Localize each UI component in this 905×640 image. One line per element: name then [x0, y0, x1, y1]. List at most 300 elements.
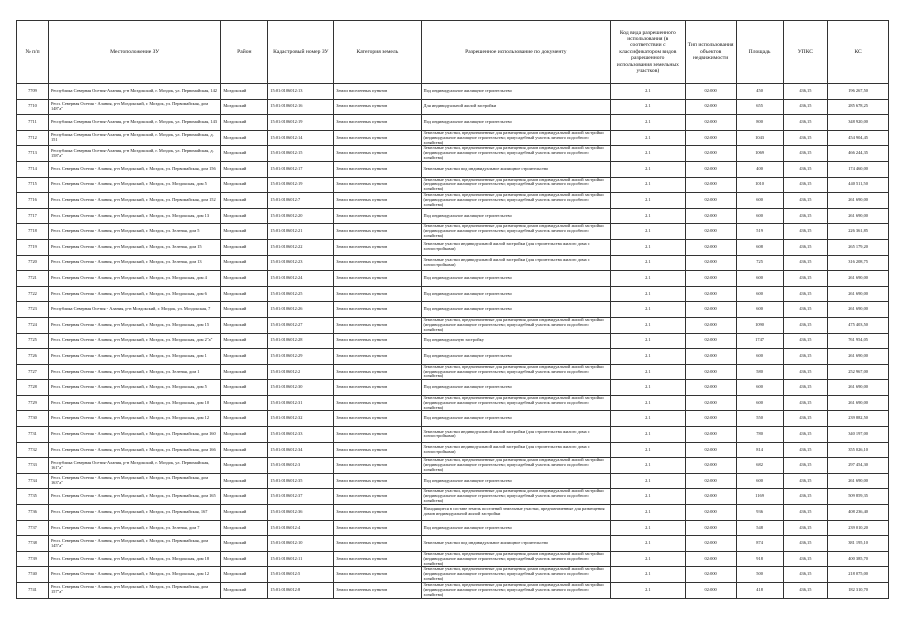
cell-ks: 226 361,85	[828, 224, 889, 240]
cell-cadastral-number: 15:01:0106012:23	[268, 255, 334, 271]
cell-location: Республика Северная Осетия-Алания, р-н Моздокский, г. Моздок, ул. Первомайская, 143	[48, 115, 220, 131]
cell-area: 608	[736, 239, 783, 255]
table-row	[17, 302, 889, 318]
cell-ks: 239 010,20	[828, 520, 889, 536]
cell-id: 7739	[17, 551, 49, 567]
cell-use-code: 2.1	[611, 489, 686, 505]
cell-id: 7711	[17, 115, 49, 131]
cell-id: 7726	[17, 349, 49, 365]
cell-cadastral-number: 15:01:0106012:20	[268, 208, 334, 224]
cell-permitted-use: Под индивидуальное жилищное строительство	[421, 115, 611, 131]
cell-upks: 436,15	[783, 364, 828, 380]
cell-upks: 436,15	[783, 427, 828, 443]
cell-cadastral-number: 15:01:0106012:17	[268, 161, 334, 177]
cell-upks: 436,15	[783, 130, 828, 146]
table-row	[17, 115, 889, 131]
header-location: Местоположение ЗУ	[48, 21, 220, 84]
cell-use-code: 2.1	[611, 302, 686, 318]
cell-district: Моздокский	[221, 349, 268, 365]
cell-id: 7709	[17, 84, 49, 100]
cell-use-type: 02:000	[685, 161, 736, 177]
cell-id: 7723	[17, 302, 49, 318]
cell-location: Респ. Северная Осетия - Алания, р-н Моздокский, г. Моздок, ул. Первомайская, дом 156	[48, 161, 220, 177]
cell-use-code: 2.1	[611, 333, 686, 349]
cell-id: 7732	[17, 442, 49, 458]
cell-area: 548	[736, 520, 783, 536]
cell-ks: 261 690,00	[828, 302, 889, 318]
cell-use-type: 02:000	[685, 458, 736, 474]
cell-use-code: 2.1	[611, 224, 686, 240]
cell-cadastral-number: 15:01:0106012:7	[268, 193, 334, 209]
cell-cadastral-number: 15:01:0106012:31	[268, 395, 334, 411]
cell-id: 7735	[17, 489, 49, 505]
cell-use-type: 02:000	[685, 505, 736, 521]
cell-use-code: 2.1	[611, 115, 686, 131]
cell-cadastral-number: 15:01:0106012:8	[268, 583, 334, 599]
table-row	[17, 536, 889, 552]
cell-cadastral-number: 15:01:0106012:36	[268, 505, 334, 521]
cell-area: 400	[736, 161, 783, 177]
cell-land-category: Земли населенных пунктов	[334, 349, 421, 365]
cell-cadastral-number: 15:01:0106012:29	[268, 349, 334, 365]
cell-cadastral-number: 15:01:0106012:13	[268, 84, 334, 100]
table-row	[17, 208, 889, 224]
cell-permitted-use: Земельные участки, предназначенные для размещения домов индивидуальной жилой застройки (индивидуальное жилищное строительство; приусадебный участок личного подсобного хозяйства)	[421, 224, 611, 240]
cell-use-type: 02:000	[685, 551, 736, 567]
cell-id: 7718	[17, 224, 49, 240]
table-row	[17, 458, 889, 474]
cell-permitted-use: Земельные участки, предназначенные для размещения домов индивидуальной жилой застройки (индивидуальное жилищное строительство; приусадебный участок личного подсобного хозяйства)	[421, 489, 611, 505]
cell-use-type: 02:000	[685, 271, 736, 287]
cell-area: 600	[736, 380, 783, 396]
table-row	[17, 551, 889, 567]
cell-area: 600	[736, 271, 783, 287]
cell-land-category: Земли населенных пунктов	[334, 255, 421, 271]
cell-permitted-use: Земельные участки индивидуальной жилой застройки (для строительства жилого дома с хозпостройками)	[421, 442, 611, 458]
cell-cadastral-number: 15:01:0106012:30	[268, 380, 334, 396]
cell-district: Моздокский	[221, 427, 268, 443]
cell-ks: 509 859,35	[828, 489, 889, 505]
cell-land-category: Земли населенных пунктов	[334, 224, 421, 240]
cell-ks: 348 920,00	[828, 115, 889, 131]
cell-land-category: Земли населенных пунктов	[334, 395, 421, 411]
land-plots-table	[16, 20, 889, 599]
table-row	[17, 130, 889, 146]
table-row	[17, 583, 889, 599]
cell-use-code: 2.1	[611, 380, 686, 396]
header-area: Площадь	[736, 21, 783, 84]
cell-area: 936	[736, 505, 783, 521]
cell-id: 7715	[17, 177, 49, 193]
cell-location: Респ. Северная Осетия - Алания, р-н Моздокский, г. Моздок, ул. Зеленая, дом 15	[48, 239, 220, 255]
cell-permitted-use: Под индивидуальную застройку	[421, 333, 611, 349]
cell-location: Респ. Северная Осетия - Алания, р-н Моздокский, г. Моздок, ул. Первомайская, дом 145"а"	[48, 536, 220, 552]
cell-area: 600	[736, 193, 783, 209]
cell-land-category: Земли населенных пунктов	[334, 84, 421, 100]
cell-permitted-use: Под индивидуальное жилищное строительство	[421, 302, 611, 318]
cell-upks: 436,15	[783, 505, 828, 521]
table-row	[17, 286, 889, 302]
cell-id: 7738	[17, 536, 49, 552]
cell-upks: 436,15	[783, 551, 828, 567]
cell-id: 7712	[17, 130, 49, 146]
cell-land-category: Земли населенных пунктов	[334, 208, 421, 224]
table-row	[17, 395, 889, 411]
cell-location: Респ. Северная Осетия - Алания, р-н Моздокский, г. Моздок, ул. Моздокская, дом 15	[48, 317, 220, 333]
cell-use-code: 2.1	[611, 520, 686, 536]
cell-use-type: 02:000	[685, 255, 736, 271]
cell-permitted-use: Земельные участки, предназначенные для размещения домов индивидуальной жилой застройки (индивидуальное жилищное строительство; приусадебный участок личного подсобного хозяйства)	[421, 395, 611, 411]
cell-use-code: 2.1	[611, 193, 686, 209]
cell-ks: 355 026,10	[828, 442, 889, 458]
table-row	[17, 224, 889, 240]
cell-cadastral-number: 15:01:0106012:33	[268, 427, 334, 443]
cell-district: Моздокский	[221, 380, 268, 396]
table-row	[17, 520, 889, 536]
cell-ks: 261 690,00	[828, 193, 889, 209]
table-row	[17, 146, 889, 162]
cell-location: Респ. Северная Осетия - Алания, р-н Моздокский, г. Моздок, ул. Моздокская, дом 4	[48, 271, 220, 287]
cell-cadastral-number: 15:01:0106012:26	[268, 302, 334, 318]
cell-land-category: Земли населенных пунктов	[334, 146, 421, 162]
cell-cadastral-number: 15:01:0106012:21	[268, 224, 334, 240]
table-row	[17, 239, 889, 255]
cell-id: 7728	[17, 380, 49, 396]
cell-id: 7720	[17, 255, 49, 271]
header-upks: УПКС	[783, 21, 828, 84]
cell-location: Респ. Северная Осетия - Алания, р-н Моздокский, г. Моздок, ул. Первомайская, дом 166	[48, 442, 220, 458]
cell-permitted-use: Под индивидуальное жилищное строительство	[421, 208, 611, 224]
cell-permitted-use: Под индивидуальное жилищное строительство	[421, 84, 611, 100]
cell-use-type: 02:000	[685, 411, 736, 427]
cell-location: Респ. Северная Осетия - Алания, р-н Моздокский, г. Моздок, ул. Зеленая, дом 7	[48, 520, 220, 536]
cell-location: Респ. Северная Осетия - Алания, р-н Моздокский, г. Моздок, ул. Первомайская, 167	[48, 505, 220, 521]
header-land-category: Категория земель	[334, 21, 421, 84]
cell-use-code: 2.1	[611, 567, 686, 583]
cell-permitted-use: Под индивидуальное жилищное строительство	[421, 520, 611, 536]
table-row	[17, 317, 889, 333]
cell-area: 519	[736, 224, 783, 240]
header-use-type: Тип использования объектов недвижимости	[685, 21, 736, 84]
cell-upks: 436,15	[783, 146, 828, 162]
cell-area: 1069	[736, 146, 783, 162]
cell-ks: 475 403,50	[828, 317, 889, 333]
table-header-row	[17, 21, 889, 84]
cell-location: Респ. Северная Осетия - Алания, р-н Моздокский, г. Моздок, ул. Моздокская, дом 6	[48, 286, 220, 302]
cell-use-code: 2.1	[611, 442, 686, 458]
table-row	[17, 193, 889, 209]
cell-location: Респ. Северная Осетия - Алания, р-н Моздокский, г. Моздок, ул. Первомайская, дом 165	[48, 489, 220, 505]
cell-land-category: Земли населенных пунктов	[334, 286, 421, 302]
cell-area: 1747	[736, 333, 783, 349]
cell-district: Моздокский	[221, 224, 268, 240]
header-permitted-use: Разрешенное использование по документу	[421, 21, 611, 84]
cell-ks: 239 882,50	[828, 411, 889, 427]
cell-id: 7717	[17, 208, 49, 224]
cell-use-code: 2.1	[611, 317, 686, 333]
cell-land-category: Земли населенных пунктов	[334, 193, 421, 209]
cell-upks: 436,15	[783, 520, 828, 536]
cell-land-category: Земли населенных пунктов	[334, 442, 421, 458]
cell-district: Моздокский	[221, 505, 268, 521]
cell-area: 600	[736, 302, 783, 318]
cell-cadastral-number: 15:01:0106012:22	[268, 239, 334, 255]
cell-id: 7719	[17, 239, 49, 255]
cell-use-type: 02:000	[685, 302, 736, 318]
cell-location: Респ. Северная Осетия - Алания, р-н Моздокский, г. Моздок, ул. Первомайская, дом 152	[48, 193, 220, 209]
cell-land-category: Земли населенных пунктов	[334, 473, 421, 489]
cell-use-code: 2.1	[611, 364, 686, 380]
cell-area: 450	[736, 84, 783, 100]
cell-ks: 408 236,40	[828, 505, 889, 521]
cell-area: 550	[736, 411, 783, 427]
cell-use-type: 02:000	[685, 333, 736, 349]
cell-permitted-use: Земельные участки, предназначенные для размещения домов индивидуальной жилой застройки (индивидуальное жилищное строительство; приусадебный участок личного подсобного хозяйства)	[421, 583, 611, 599]
cell-upks: 436,15	[783, 239, 828, 255]
table-row	[17, 442, 889, 458]
cell-use-type: 02:000	[685, 208, 736, 224]
cell-use-code: 2.1	[611, 208, 686, 224]
cell-permitted-use: Земельные участки, предназначенные для размещения домов индивидуальной жилой застройки (индивидуальное жилищное строительство; приусадебный участок личного подсобного хозяйства)	[421, 193, 611, 209]
cell-use-code: 2.1	[611, 583, 686, 599]
cell-location: Респ. Северная Осетия - Алания, р-н Моздокский, г. Моздок, ул. Первомайская, дом 148"а"	[48, 99, 220, 115]
cell-upks: 436,15	[783, 567, 828, 583]
cell-district: Моздокский	[221, 442, 268, 458]
cell-use-type: 02:000	[685, 224, 736, 240]
cell-district: Моздокский	[221, 193, 268, 209]
cell-location: Респ. Северная Осетия - Алания, р-н Моздокский, г. Моздок, ул. Моздокская, дом 12	[48, 411, 220, 427]
cell-upks: 436,15	[783, 333, 828, 349]
cell-use-code: 2.1	[611, 551, 686, 567]
cell-id: 7734	[17, 473, 49, 489]
cell-permitted-use: Земельные участки индивидуальной жилой застройки (для строительства жилого дома с хозпостройками)	[421, 255, 611, 271]
cell-permitted-use: Земельные участки под индивидуальное жилищное строительство	[421, 536, 611, 552]
cell-location: Респ. Северная Осетия - Алания, р-н Моздокский, г. Моздок, ул. Моздокская, дом 13	[48, 208, 220, 224]
cell-use-code: 2.1	[611, 146, 686, 162]
cell-use-code: 2.1	[611, 271, 686, 287]
cell-location: Респ. Северная Осетия - Алания, р-н Моздокский, г. Моздок, ул. Моздокская, дом 2"а"	[48, 333, 220, 349]
cell-upks: 436,15	[783, 271, 828, 287]
cell-permitted-use: Под индивидуальное жилищное строительство	[421, 286, 611, 302]
cell-use-code: 2.1	[611, 349, 686, 365]
cell-permitted-use: Земельные участки, предназначенные для размещения домов индивидуальной жилой застройки (индивидуальное жилищное строительство; приусадебный участок личного подсобного хозяйства)	[421, 130, 611, 146]
cell-ks: 265 179,20	[828, 239, 889, 255]
cell-ks: 261 690,00	[828, 271, 889, 287]
cell-ks: 196 267,50	[828, 84, 889, 100]
cell-ks: 252 967,00	[828, 364, 889, 380]
table-row	[17, 411, 889, 427]
cell-use-code: 2.1	[611, 177, 686, 193]
cell-ks: 454 904,45	[828, 130, 889, 146]
cell-id: 7729	[17, 395, 49, 411]
cell-ks: 218 075,00	[828, 567, 889, 583]
cell-cadastral-number: 15:01:0106012:5	[268, 567, 334, 583]
cell-land-category: Земли населенных пунктов	[334, 380, 421, 396]
table-row	[17, 99, 889, 115]
cell-use-code: 2.1	[611, 473, 686, 489]
cell-id: 7710	[17, 99, 49, 115]
cell-permitted-use: Находящиеся в составе земель поселений земельные участки, предназначенные для размещения домов индивидуальной жилой застройки	[421, 505, 611, 521]
cell-ks: 381 195,10	[828, 536, 889, 552]
cell-use-code: 2.1	[611, 536, 686, 552]
cell-ks: 761 954,05	[828, 333, 889, 349]
cell-district: Моздокский	[221, 208, 268, 224]
header-district: Район	[221, 21, 268, 84]
cell-area: 780	[736, 427, 783, 443]
cell-district: Моздокский	[221, 489, 268, 505]
cell-district: Моздокский	[221, 146, 268, 162]
cell-ks: 261 690,00	[828, 286, 889, 302]
table-row	[17, 333, 889, 349]
cell-ks: 261 690,00	[828, 473, 889, 489]
cell-district: Моздокский	[221, 395, 268, 411]
cadastral-value-sheet	[16, 20, 889, 599]
table-row	[17, 473, 889, 489]
cell-id: 7733	[17, 458, 49, 474]
cell-use-code: 2.1	[611, 255, 686, 271]
cell-use-code: 2.1	[611, 286, 686, 302]
cell-ks: 261 690,00	[828, 349, 889, 365]
cell-ks: 261 690,00	[828, 208, 889, 224]
cell-use-type: 02:000	[685, 84, 736, 100]
cell-district: Моздокский	[221, 271, 268, 287]
cell-id: 7737	[17, 520, 49, 536]
cell-district: Моздокский	[221, 520, 268, 536]
cell-cadastral-number: 15:01:0106012:19	[268, 115, 334, 131]
cell-district: Моздокский	[221, 473, 268, 489]
cell-location: Респ. Северная Осетия - Алания, р-н Моздокский, г. Моздок, ул. Моздокская, дом 12	[48, 567, 220, 583]
cell-district: Моздокский	[221, 317, 268, 333]
cell-permitted-use: Земельные участки, предназначенные для размещения домов индивидуальной жилой застройки (индивидуальное жилищное строительство; приусадебный участок личного подсобного хозяйства)	[421, 567, 611, 583]
cell-area: 600	[736, 349, 783, 365]
cell-location: Республика Северная Осетия-Алания, р-н Моздокский, г. Моздок, ул. Первомайская, д. 151	[48, 130, 220, 146]
cell-district: Моздокский	[221, 255, 268, 271]
cell-area: 600	[736, 473, 783, 489]
cell-district: Моздокский	[221, 551, 268, 567]
cell-permitted-use: Земельные участки, предназначенные для размещения домов индивидуальной жилой застройки (индивидуальное жилищное строительство; приусадебный участок личного подсобного хозяйства)	[421, 317, 611, 333]
cell-use-code: 2.1	[611, 395, 686, 411]
cell-district: Моздокский	[221, 161, 268, 177]
cell-district: Моздокский	[221, 177, 268, 193]
cell-upks: 436,15	[783, 411, 828, 427]
table-row	[17, 349, 889, 365]
cell-location: Респ. Северная Осетия - Алания, р-н Моздокский, г. Моздок, ул. Первомайская, дом 163"а"	[48, 473, 220, 489]
cell-id: 7727	[17, 364, 49, 380]
cell-upks: 436,15	[783, 302, 828, 318]
cell-cadastral-number: 15:01:0106012:2	[268, 364, 334, 380]
cell-land-category: Земли населенных пунктов	[334, 458, 421, 474]
cell-cadastral-number: 15:01:0106012:24	[268, 271, 334, 287]
cell-upks: 436,15	[783, 193, 828, 209]
cell-district: Моздокский	[221, 84, 268, 100]
table-row	[17, 567, 889, 583]
cell-use-type: 02:000	[685, 115, 736, 131]
cell-cadastral-number: 15:01:0106012:16	[268, 99, 334, 115]
cell-permitted-use: Земельные участки, предназначенные для размещения домов индивидуальной жилой застройки (индивидуальное жилищное строительство; приусадебный участок личного подсобного хозяйства)	[421, 177, 611, 193]
cell-area: 682	[736, 458, 783, 474]
cell-district: Моздокский	[221, 115, 268, 131]
table-row	[17, 84, 889, 100]
cell-cadastral-number: 15:01:0106012:4	[268, 520, 334, 536]
cell-land-category: Земли населенных пунктов	[334, 583, 421, 599]
cell-area: 1169	[736, 489, 783, 505]
table-row	[17, 364, 889, 380]
table-row	[17, 177, 889, 193]
cell-district: Моздокский	[221, 239, 268, 255]
cell-use-type: 02:000	[685, 489, 736, 505]
cell-land-category: Земли населенных пунктов	[334, 489, 421, 505]
cell-area: 1010	[736, 177, 783, 193]
cell-area: 814	[736, 442, 783, 458]
cell-land-category: Земли населенных пунктов	[334, 411, 421, 427]
cell-use-type: 02:000	[685, 427, 736, 443]
cell-permitted-use: Земельные участки под индивидуальное жилищное строительство	[421, 161, 611, 177]
cell-cadastral-number: 15:01:0106012:11	[268, 551, 334, 567]
cell-id: 7736	[17, 505, 49, 521]
cell-use-type: 02:000	[685, 239, 736, 255]
cell-cadastral-number: 15:01:0106012:25	[268, 286, 334, 302]
cell-location: Респ. Северная Осетия - Алания, р-н Моздокский, г. Моздок, ул. Моздокская, дом 18	[48, 551, 220, 567]
cell-area: 918	[736, 551, 783, 567]
cell-location: Респ. Северная Осетия - Алания, р-н Моздокский, г. Моздок, ул. Первомайская, дом 157"а"	[48, 583, 220, 599]
cell-permitted-use: Земельные участки, предназначенные для размещения домов индивидуальной жилой застройки (индивидуальное жилищное строительство; приусадебный участок личного подсобного хозяйства)	[421, 458, 611, 474]
cell-use-code: 2.1	[611, 99, 686, 115]
header-use-code: Код вида разрешенного использования (в соответствии с классификатором видов разрешенного использования земельных участков)	[611, 21, 686, 84]
cell-location: Респ. Северная Осетия - Алания, р-н Моздокский, г. Моздок, ул. Первомайская, дом 160	[48, 427, 220, 443]
cell-ks: 261 690,00	[828, 380, 889, 396]
cell-cadastral-number: 15:01:0106012:34	[268, 442, 334, 458]
cell-use-code: 2.1	[611, 239, 686, 255]
cell-id: 7721	[17, 271, 49, 287]
cell-use-type: 02:000	[685, 473, 736, 489]
cell-land-category: Земли населенных пунктов	[334, 567, 421, 583]
cell-ks: 174 460,00	[828, 161, 889, 177]
cell-upks: 436,15	[783, 395, 828, 411]
cell-use-type: 02:000	[685, 442, 736, 458]
cell-cadastral-number: 15:01:0106012:15	[268, 146, 334, 162]
cell-use-code: 2.1	[611, 505, 686, 521]
cell-land-category: Земли населенных пунктов	[334, 505, 421, 521]
cell-permitted-use: Земельные участки, предназначенные для размещения домов индивидуальной жилой застройки (индивидуальное жилищное строительство; приусадебный участок личного подсобного хозяйства)	[421, 551, 611, 567]
cell-use-type: 02:000	[685, 380, 736, 396]
cell-location: Республика Северная Осетия-Алания, р-н Моздокский, г. Моздок, ул. Первомайская, 161"а"	[48, 458, 220, 474]
cell-id: 7714	[17, 161, 49, 177]
cell-area: 725	[736, 255, 783, 271]
cell-use-type: 02:000	[685, 130, 736, 146]
cell-district: Моздокский	[221, 411, 268, 427]
cell-upks: 436,15	[783, 99, 828, 115]
cell-land-category: Земли населенных пунктов	[334, 427, 421, 443]
cell-cadastral-number: 15:01:0106012:32	[268, 411, 334, 427]
cell-land-category: Земли населенных пунктов	[334, 115, 421, 131]
cell-district: Моздокский	[221, 302, 268, 318]
cell-ks: 261 690,00	[828, 395, 889, 411]
cell-use-code: 2.1	[611, 411, 686, 427]
cell-id: 7731	[17, 427, 49, 443]
cell-land-category: Земли населенных пунктов	[334, 130, 421, 146]
cell-permitted-use: Под индивидуальное жилищное строительство	[421, 380, 611, 396]
cell-ks: 340 197,00	[828, 427, 889, 443]
cell-area: 1090	[736, 317, 783, 333]
cell-upks: 436,15	[783, 177, 828, 193]
cell-upks: 436,15	[783, 161, 828, 177]
cell-upks: 436,15	[783, 317, 828, 333]
cell-permitted-use: Под индивидуальное жилищное строительство	[421, 473, 611, 489]
cell-land-category: Земли населенных пунктов	[334, 177, 421, 193]
cell-land-category: Земли населенных пунктов	[334, 99, 421, 115]
cell-land-category: Земли населенных пунктов	[334, 536, 421, 552]
cell-location: Республика Северная Осетия - Алания, р-н Моздокский, г. Моздок, ул. Моздокская, 7	[48, 302, 220, 318]
